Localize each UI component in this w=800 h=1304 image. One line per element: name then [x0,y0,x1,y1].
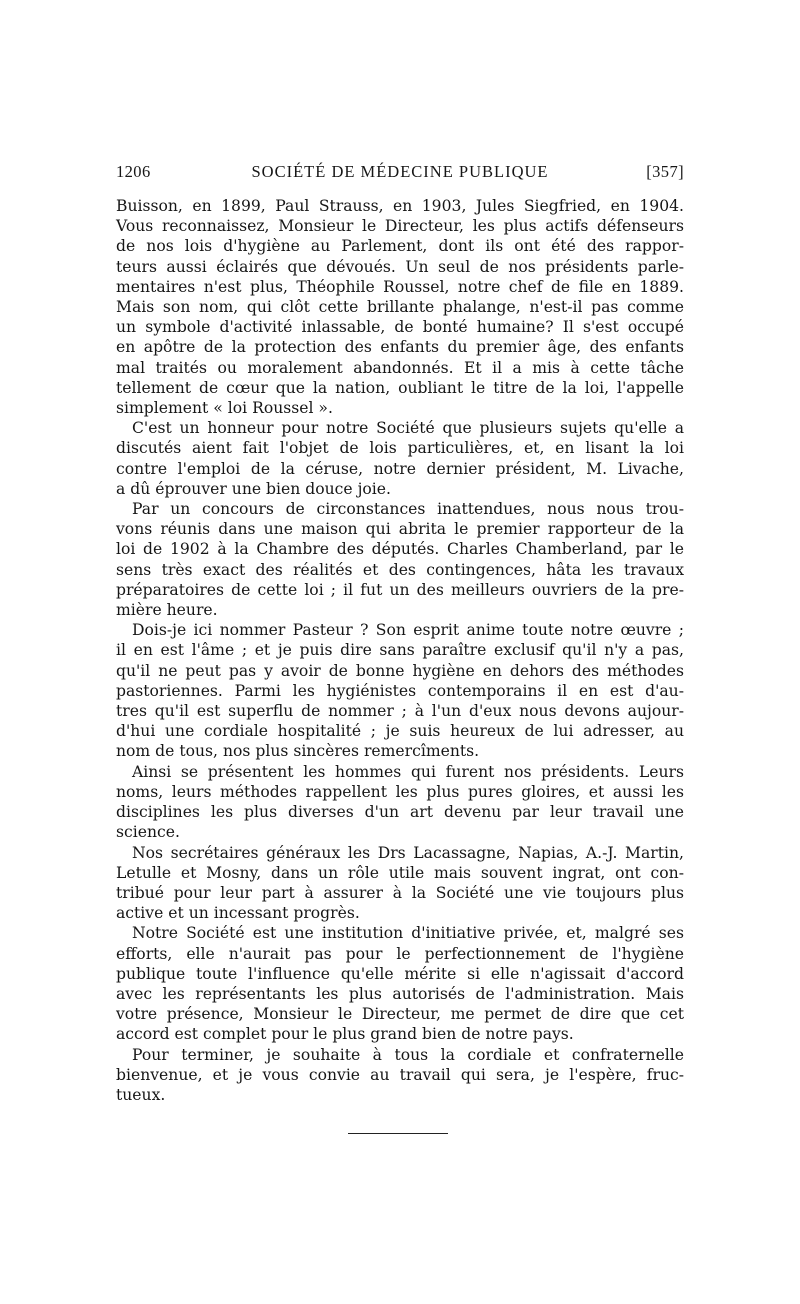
text-line: a dû éprouver une bien douce joie. [116,479,391,498]
text-line: avec les représentants les plus autorisés de l'administration. Mais [116,984,684,1003]
paragraph [116,620,684,761]
text-line: C'est un honneur pour notre Société que plusieurs sujets qu'elle a [132,419,684,438]
text-line: sens très exact des réalités et des contingences, hâta les travaux [116,560,684,579]
text-line: pastoriennes. Parmi les hygiénistes contemporains il en est d'au- [116,681,684,700]
end-rule [348,1133,448,1134]
text-line: un symbole d'activité inlassable, de bonté humaine? Il s'est occupé [116,318,684,337]
text-line: bienvenue, et je vous convie au travail qui sera, je l'espère, fruc- [116,1065,684,1084]
text-line: mentaires n'est plus, Théophile Roussel, notre chef de file en 1889. [116,277,684,296]
body-text [116,196,684,1105]
text-line: publique toute l'influence qu'elle mérite si elle n'agissait d'accord [116,964,684,983]
text-line: science. [116,823,180,842]
paragraph [116,762,684,843]
text-line: Mais son nom, qui clôt cette brillante phalange, n'est-il pas comme [116,298,684,317]
text-line: votre présence, Monsieur le Directeur, me permet de dire que cet [116,1005,684,1024]
text-line: Buisson, en 1899, Paul Strauss, en 1903, Jules Siegfried, en 1904. [116,197,684,215]
text-line: en apôtre de la protection des enfants du premier âge, des enfants [116,338,684,357]
paragraph [116,499,684,620]
text-line: qu'il ne peut pas y avoir de bonne hygiène en dehors des méthodes [116,661,684,680]
text-line: mal traités ou moralement abandonnés. Et il a mis à cette tâche [116,358,684,377]
text-line: mière heure. [116,601,218,620]
text-line: teurs aussi éclairés que dévoués. Un seul de nos présidents parle- [116,257,684,276]
text-line: efforts, elle n'aurait pas pour le perfectionnement de l'hygiène [116,944,684,963]
text-line: il en est l'âme ; et je puis dire sans paraître exclusif qu'il n'y a pas, [116,641,684,660]
text-line: simplement « loi Roussel ». [116,399,333,418]
paragraph [116,1045,684,1106]
text-line: Pour terminer, je souhaite à tous la cordiale et confraternelle [132,1045,684,1064]
text-line: discutés aient fait l'objet de lois particulières, et, en lisant la loi [116,439,684,458]
paragraph [116,843,684,924]
text-line: Ainsi se présentent les hommes qui furent nos présidents. Leurs [132,762,684,781]
page-number: 1206 [116,162,151,181]
text-line: active et un incessant progrès. [116,904,360,923]
text-line: accord est complet pour le plus grand bien de notre pays. [116,1025,574,1044]
text-line: vons réunis dans une maison qui abrita le premier rapporteur de la [116,520,684,539]
text-line: tres qu'il est superflu de nommer ; à l'un d'eux nous devons aujour- [116,702,684,721]
text-line: Nos secrétaires généraux les Drs Lacassagne, Napias, A.-J. Martin, [132,843,684,862]
page-reference: [357] [646,162,684,181]
paragraph [116,196,684,418]
text-line: tellement de cœur que la nation, oubliant le titre de la loi, l'appelle [116,378,684,397]
paragraph [116,923,684,1044]
running-header [116,162,684,184]
text-line: de nos lois d'hygiène au Parlement, dont ils ont été des rappor- [116,237,684,256]
text-line: tueux. [116,1085,166,1104]
text-line: d'hui une cordiale hospitalité ; je suis heureux de lui adresser, au [116,722,684,741]
text-line: préparatoires de cette loi ; il fut un des meilleurs ouvriers de la pre- [116,580,684,599]
text-line: Dois-je ici nommer Pasteur ? Son esprit anime toute notre œuvre ; [132,621,684,640]
text-line: contre l'emploi de la céruse, notre dernier président, M. Livache, [116,459,684,478]
text-line: Notre Société est une institution d'initiative privée, et, malgré ses [132,924,684,943]
text-line: Vous reconnaissez, Monsieur le Directeur, les plus actifs défenseurs [116,217,684,236]
text-line: disciplines les plus diverses d'un art devenu par leur travail une [116,803,684,822]
text-line: tribué pour leur part à assurer à la Société une vie toujours plus [116,883,684,902]
paragraph [116,418,684,499]
text-line: noms, leurs méthodes rappellent les plus pures gloires, et aussi les [116,782,684,801]
text-line: Par un concours de circonstances inattendues, nous nous trou- [132,500,684,519]
text-line: nom de tous, nos plus sincères remercîments. [116,742,480,761]
running-title: SOCIÉTÉ DE MÉDECINE PUBLIQUE [251,162,549,181]
text-line: Letulle et Mosny, dans un rôle utile mais souvent ingrat, ont con- [116,863,684,882]
text-line: loi de 1902 à la Chambre des députés. Charles Chamberland, par le [116,540,684,559]
